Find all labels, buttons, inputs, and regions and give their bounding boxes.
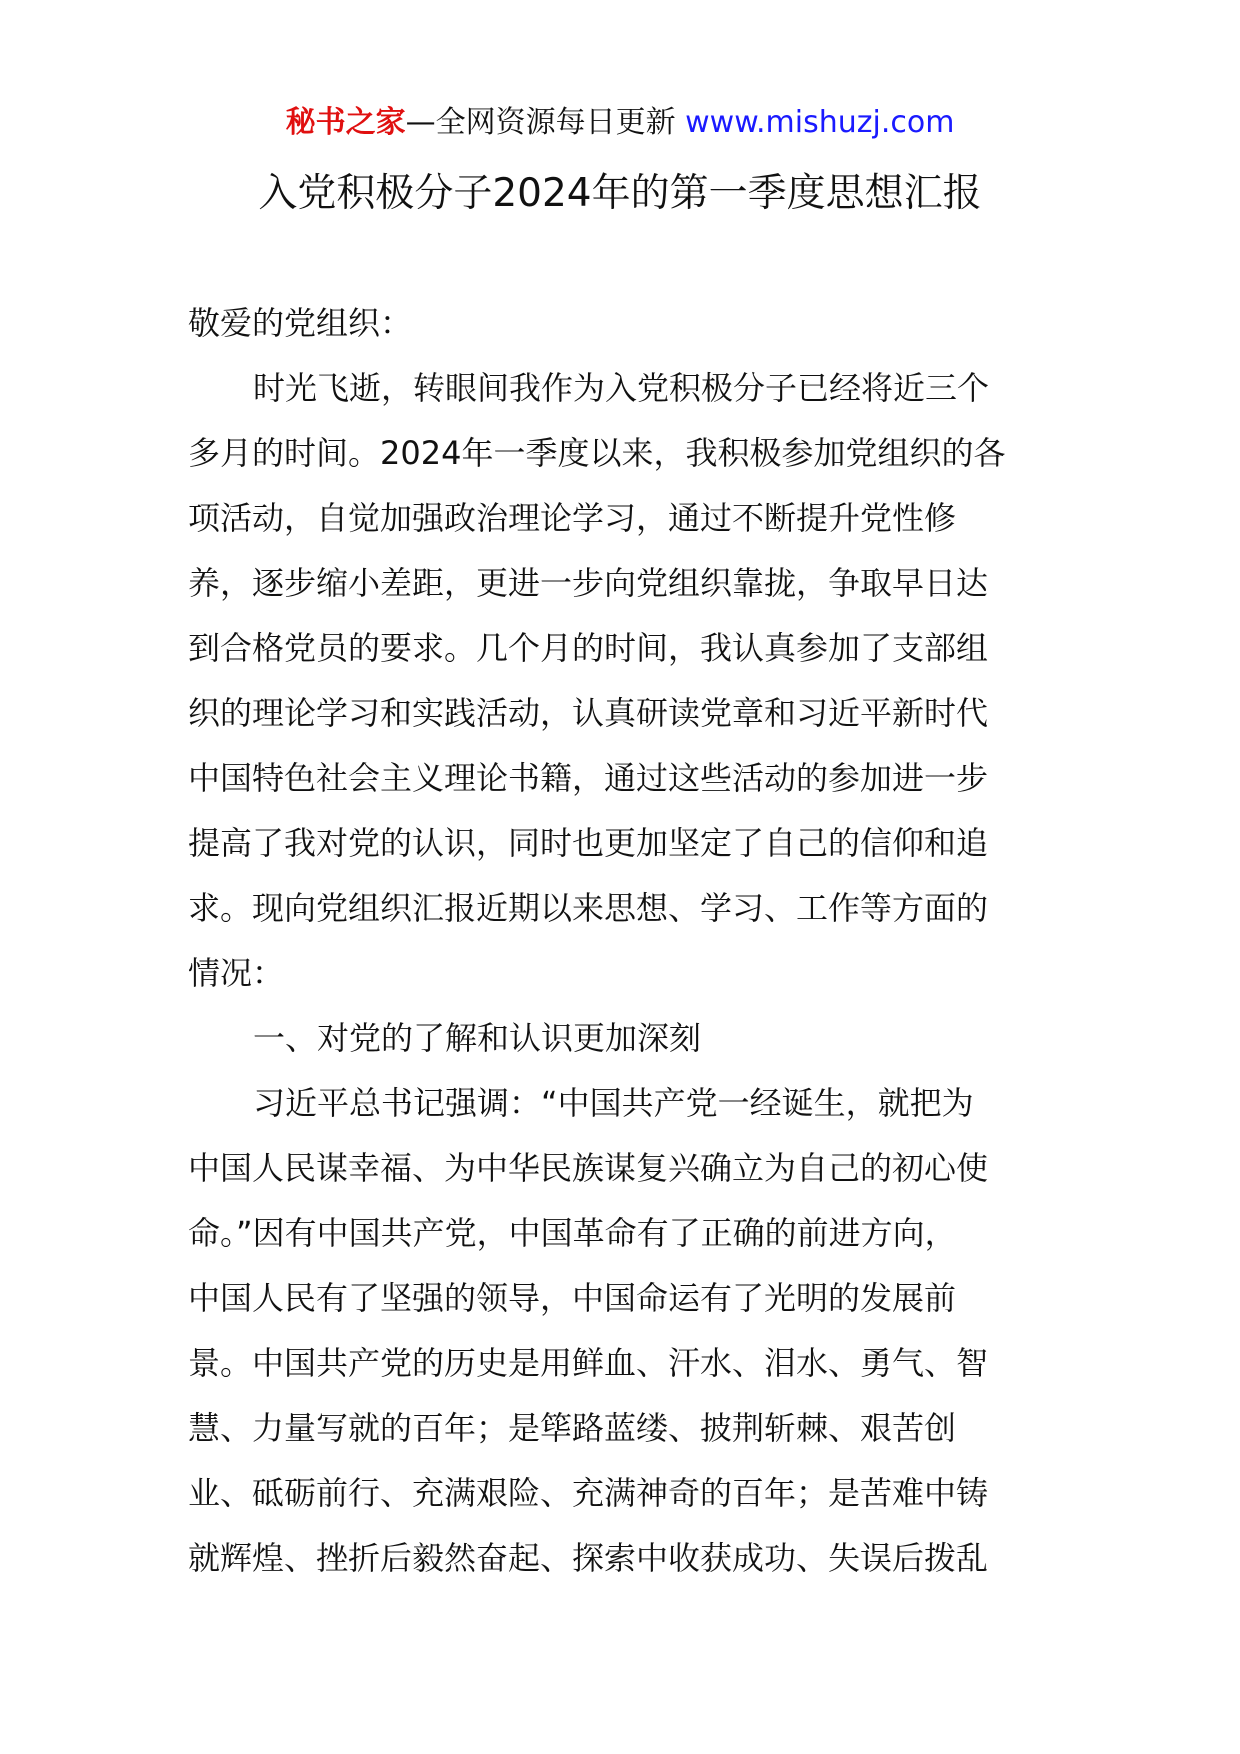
body-text-line: 命。”因有中国共产党，中国革命有了正确的前进方向， [188,1214,957,1252]
site-tagline: —全网资源每日更新 [405,105,686,140]
body-text-line: 中国人民谋幸福、为中华民族谋复兴确立为自己的初心使 [188,1149,989,1187]
body-text-line: 提高了我对党的认识，同时也更加坚定了自己的信仰和追 [188,824,989,862]
document-body [188,291,1048,1591]
site-url-link[interactable]: www.mishuzj.com [685,105,955,140]
body-text-line: 项活动，自觉加强政治理论学习，通过不断提升党性修 [188,499,957,537]
body-text-line: 习近平总书记强调：“中国共产党一经诞生，就把为 [253,1084,974,1122]
document-title: 入党积极分子2024年的第一季度思想汇报 [258,171,982,216]
body-text-line: 业、砥砺前行、充满艰险、充满神奇的百年；是苦难中铸 [188,1474,989,1512]
body-text-line: 情况： [188,954,285,992]
body-text-line: 就辉煌、挫折后毅然奋起、探索中收获成功、失误后拨乱 [188,1539,989,1577]
body-text-line: 景。中国共产党的历史是用鲜血、汗水、泪水、勇气、智 [188,1344,989,1382]
body-text-line: 到合格党员的要求。几个月的时间，我认真参加了支部组 [188,629,989,667]
site-brand: 秘书之家 [285,105,406,140]
body-text-line: 一、对党的了解和认识更加深刻 [253,1019,702,1057]
body-text-line: 中国人民有了坚强的领导，中国命运有了光明的发展前 [188,1279,957,1317]
body-text-line: 养，逐步缩小差距，更进一步向党组织靠拢，争取早日达 [188,564,989,602]
body-text-line: 敬爱的党组织： [188,304,413,342]
body-text-line: 多月的时间。2024年一季度以来，我积极参加党组织的各 [188,434,1006,472]
body-text-line: 慧、力量写就的百年；是筚路蓝缕、披荆斩棘、艰苦创 [188,1409,957,1447]
body-text-line: 中国特色社会主义理论书籍，通过这些活动的参加进一步 [188,759,989,797]
site-header [0,103,1240,143]
body-text-line: 织的理论学习和实践活动，认真研读党章和习近平新时代 [188,694,989,732]
body-text-line: 时光飞逝，转眼间我作为入党积极分子已经将近三个 [253,369,990,407]
body-text-line: 求。现向党组织汇报近期以来思想、学习、工作等方面的 [188,889,989,927]
